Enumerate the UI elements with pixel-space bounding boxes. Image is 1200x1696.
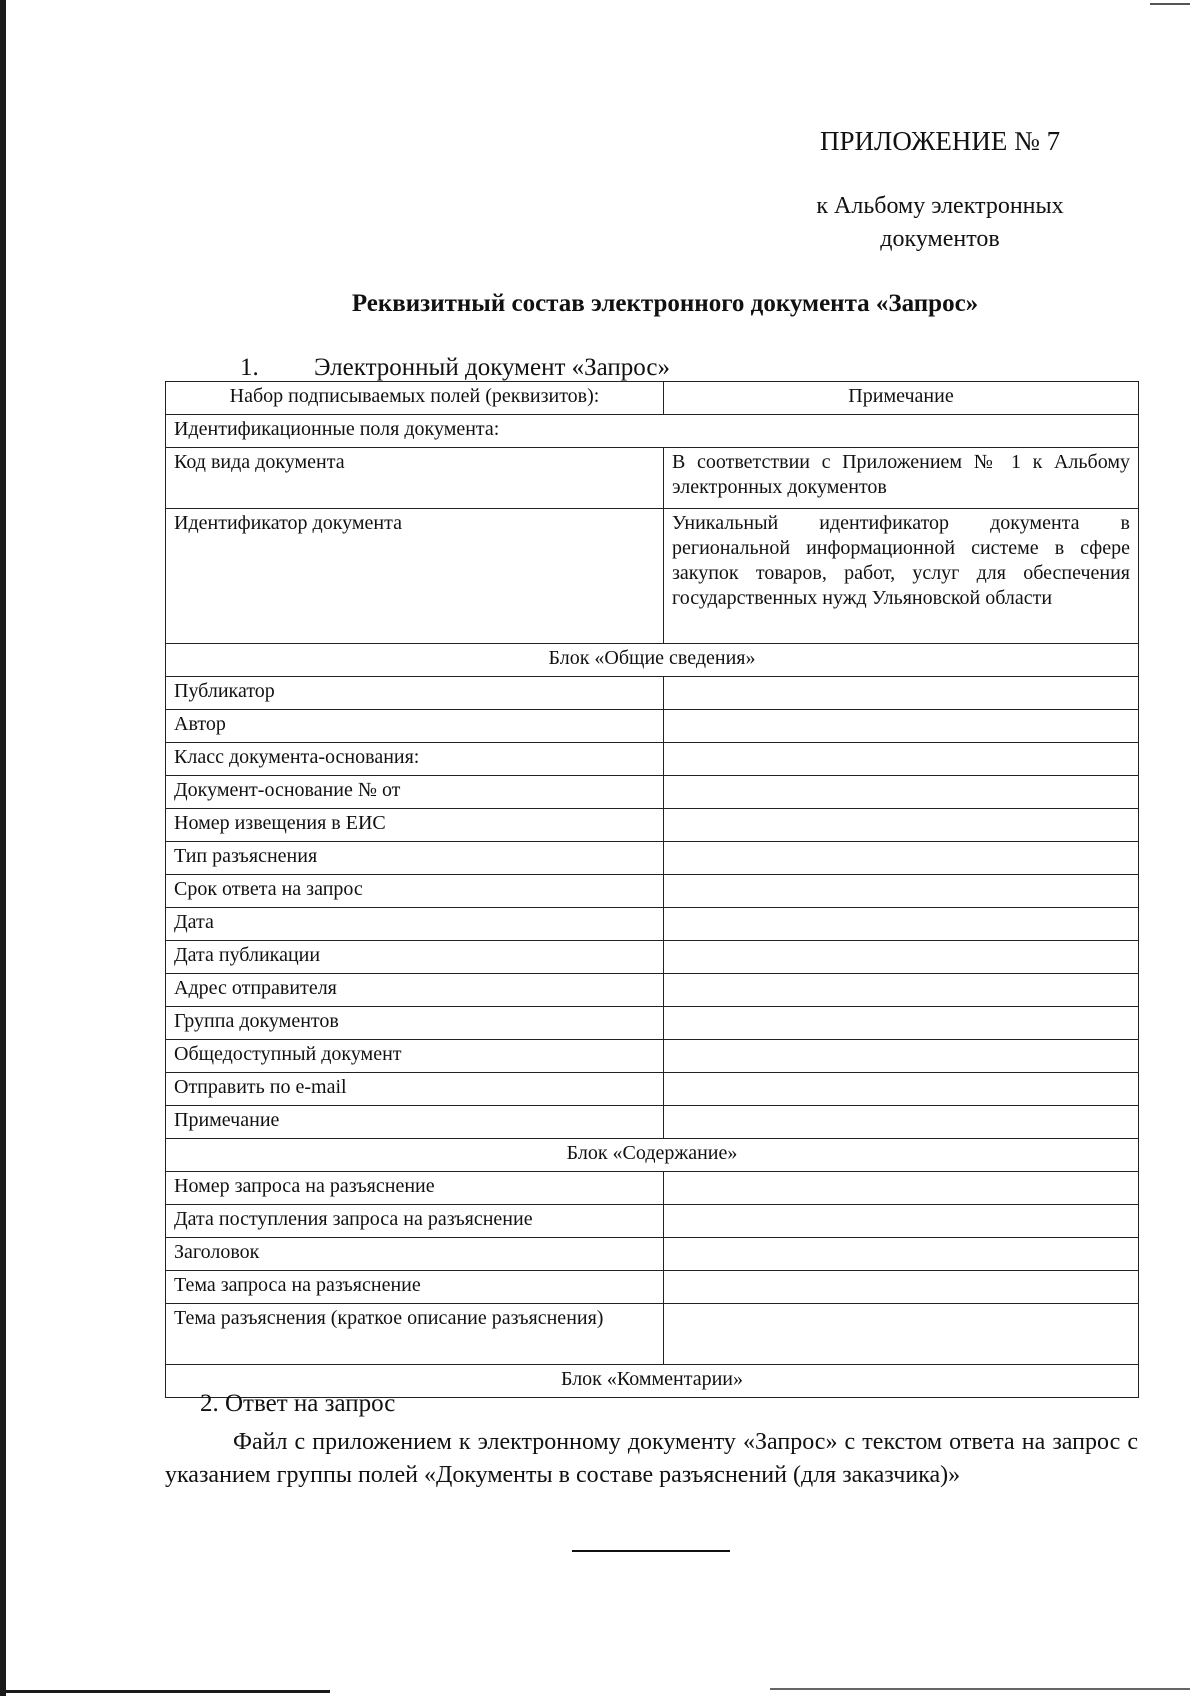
field-note (664, 842, 1139, 875)
appendix-reference-line1: к Альбому электронных (816, 193, 1064, 219)
field-note (664, 1040, 1139, 1073)
scan-edge-bottom (0, 1690, 330, 1693)
field-note (664, 1007, 1139, 1040)
field-note (664, 1205, 1139, 1238)
field-label: Публикатор (166, 677, 664, 710)
field-note (664, 1172, 1139, 1205)
field-note (664, 809, 1139, 842)
document-title: Реквизитный состав электронного документа «Запрос» (351, 290, 979, 317)
field-label: Дата (166, 908, 664, 941)
requisites-table (165, 381, 1139, 1398)
column-header-fields: Набор подписываемых полей (реквизитов): (166, 382, 664, 415)
table-header-row (166, 382, 1139, 415)
field-label: Тип разъяснения (166, 842, 664, 875)
field-label: Группа документов (166, 1007, 664, 1040)
table-row (166, 1304, 1139, 1365)
field-note (664, 875, 1139, 908)
table-row (166, 1172, 1139, 1205)
table-row (166, 644, 1139, 677)
appendix-number: ПРИЛОЖЕНИЕ № 7 (820, 126, 1061, 156)
table-row (166, 776, 1139, 809)
scan-mark-bottom-right (770, 1688, 1190, 1690)
field-note (664, 908, 1139, 941)
table-row (166, 1040, 1139, 1073)
field-label: Тема запроса на разъяснение (166, 1271, 664, 1304)
note-doc-id: Уникальный идентификатор документа в региональной информационной системе в сфере закупок товаров, работ, услуг для обеспечения государственных нужд Ульяновской области (664, 509, 1139, 644)
field-label: Дата поступления запроса на разъяснение (166, 1205, 664, 1238)
appendix-reference (760, 190, 1120, 256)
field-label: Номер запроса на разъяснение (166, 1172, 664, 1205)
field-label: Номер извещения в ЕИС (166, 809, 664, 842)
field-label: Автор (166, 710, 664, 743)
table-row (166, 509, 1139, 644)
field-label: Документ-основание № от (166, 776, 664, 809)
note-doc-kind-code: В соответствии с Приложением № 1 к Альбому электронных документов (664, 448, 1139, 509)
field-label: Общедоступный документ (166, 1040, 664, 1073)
block-comments-heading: Блок «Комментарии» (166, 1365, 1139, 1398)
field-note (664, 1073, 1139, 1106)
block-general-heading: Блок «Общие сведения» (166, 644, 1139, 677)
field-note (664, 710, 1139, 743)
table-row (166, 1139, 1139, 1172)
field-doc-kind-code: Код вида документа (166, 448, 664, 509)
table-row (166, 677, 1139, 710)
table-row (166, 842, 1139, 875)
field-note (664, 1238, 1139, 1271)
table-row (166, 941, 1139, 974)
table-row (166, 448, 1139, 509)
field-note (664, 677, 1139, 710)
field-note (664, 974, 1139, 1007)
table-row (166, 1238, 1139, 1271)
table-row (166, 1205, 1139, 1238)
field-label: Отправить по e-mail (166, 1073, 664, 1106)
column-header-note: Примечание (664, 382, 1139, 415)
table-row (166, 743, 1139, 776)
answer-description: Файл с приложением к электронному документу «Запрос» с текстом ответа на запрос с указанием группы полей «Документы в составе разъяснений (для заказчика)» (165, 1429, 1138, 1488)
section-1-heading (240, 354, 670, 382)
table-row (166, 1007, 1139, 1040)
field-note (664, 743, 1139, 776)
end-divider (572, 1550, 730, 1552)
table-row (166, 809, 1139, 842)
table-row (166, 1271, 1139, 1304)
table-row (166, 415, 1139, 448)
table-row (166, 1073, 1139, 1106)
field-note (664, 1106, 1139, 1139)
identification-group-label: Идентификационные поля документа: (166, 415, 1139, 448)
section-1-number: 1. (240, 354, 259, 381)
field-label: Срок ответа на запрос (166, 875, 664, 908)
field-label: Дата публикации (166, 941, 664, 974)
scan-edge-left (0, 0, 6, 1696)
table-row (166, 710, 1139, 743)
field-label: Примечание (166, 1106, 664, 1139)
field-note (664, 1271, 1139, 1304)
appendix-reference-line2: документов (880, 226, 1000, 252)
scan-mark-top-right (1150, 3, 1190, 5)
section-2-heading: 2. Ответ на запрос (200, 1390, 396, 1417)
table-row (166, 1106, 1139, 1139)
table-row (166, 875, 1139, 908)
block-content-heading: Блок «Содержание» (166, 1139, 1139, 1172)
table-row (166, 908, 1139, 941)
field-label: Адрес отправителя (166, 974, 664, 1007)
field-label: Тема разъяснения (краткое описание разъяснения) (166, 1304, 664, 1365)
table-row (166, 974, 1139, 1007)
field-doc-id: Идентификатор документа (166, 509, 664, 644)
field-label: Класс документа-основания: (166, 743, 664, 776)
field-note (664, 776, 1139, 809)
field-note (664, 941, 1139, 974)
field-label: Заголовок (166, 1238, 664, 1271)
field-note (664, 1304, 1139, 1365)
section-1-label: Электронный документ «Запрос» (314, 354, 671, 381)
